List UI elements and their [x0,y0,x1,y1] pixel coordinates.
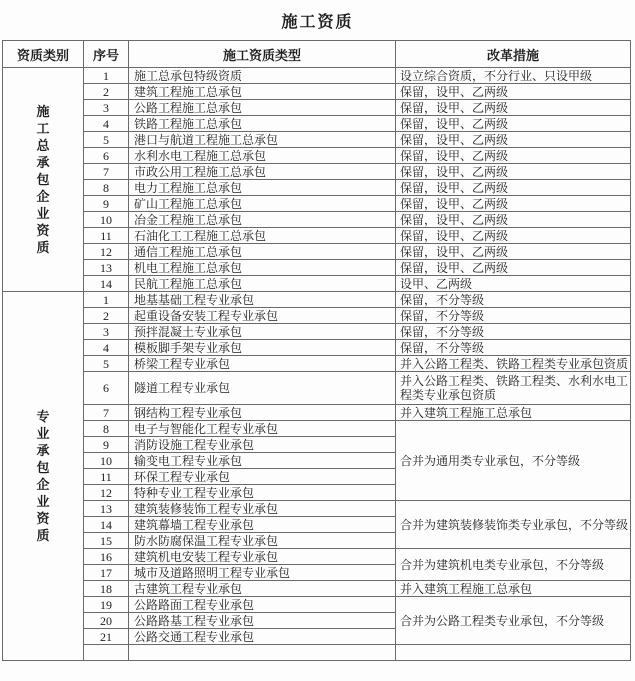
qualification-type-cell: 公路路基工程专业承包 [129,613,396,629]
table-row [3,68,631,84]
row-number-cell [84,645,129,661]
row-number-cell: 4 [84,116,129,132]
row-number-cell: 4 [84,340,129,356]
qualification-type-cell: 公路交通工程专业承包 [129,629,396,645]
category-cell [3,68,84,292]
table-row [3,501,631,517]
row-number-cell: 12 [84,244,129,260]
table-row [3,116,631,132]
qualification-type-cell: 输变电工程专业承包 [129,453,396,469]
table-row [3,212,631,228]
column-header-measure: 改革措施 [396,41,631,68]
row-number-cell: 13 [84,501,129,517]
column-header-type: 施工资质类型 [129,41,396,68]
reform-measure-cell: 合并为建筑机电类专业承包，不分等级 [396,549,631,581]
qualification-type-cell: 特种专业工程专业承包 [129,485,396,501]
table-row [3,405,631,421]
qualification-table [2,40,631,661]
reform-measure-cell: 保留，不分等级 [396,324,631,340]
page-title: 施工资质 [281,13,354,31]
row-number-cell: 3 [84,100,129,116]
table-row [3,372,631,405]
reform-measure-cell: 保留，设甲、乙两级 [396,212,631,228]
row-number-cell: 7 [84,405,129,421]
qualification-type-cell: 建筑机电安装工程专业承包 [129,549,396,565]
reform-measure-cell: 保留，设甲、乙两级 [396,180,631,196]
qualification-type-cell: 冶金工程施工总承包 [129,212,396,228]
qualification-type-cell: 水利水电工程施工总承包 [129,148,396,164]
row-number-cell: 5 [84,132,129,148]
category-label: 专业承包企业资质 [36,409,50,543]
reform-measure-cell: 保留，设甲、乙两级 [396,148,631,164]
column-header-category: 资质类别 [3,41,84,68]
row-number-cell: 2 [84,308,129,324]
reform-measure-cell: 并入公路工程类、铁路工程类专业承包资质 [396,356,631,372]
qualification-type-cell: 建筑工程施工总承包 [129,84,396,100]
qualification-type-cell: 电力工程施工总承包 [129,180,396,196]
row-number-cell: 21 [84,629,129,645]
reform-measure-cell: 保留，设甲、乙两级 [396,164,631,180]
qualification-type-cell: 通信工程施工总承包 [129,244,396,260]
row-number-cell: 11 [84,469,129,485]
table-row [3,421,631,437]
row-number-cell: 15 [84,533,129,549]
table-row [3,292,631,308]
qualification-type-cell: 铁路工程施工总承包 [129,116,396,132]
qualification-type-cell: 起重设备安装工程专业承包 [129,308,396,324]
table-row [3,196,631,212]
reform-measure-cell: 保留，设甲、乙两级 [396,260,631,276]
row-number-cell: 16 [84,549,129,565]
reform-measure-cell: 合并为建筑装修装饰类专业承包，不分等级 [396,501,631,549]
qualification-type-cell: 市政公用工程施工总承包 [129,164,396,180]
qualification-type-cell: 民航工程施工总承包 [129,276,396,292]
reform-measure-cell: 保留，不分等级 [396,308,631,324]
qualification-type-cell: 预拌混凝土专业承包 [129,324,396,340]
row-number-cell: 3 [84,324,129,340]
row-number-cell: 9 [84,437,129,453]
reform-measure-cell: 设立综合资质，不分行业、只设甲级 [396,68,631,84]
reform-measure-cell: 保留，设甲、乙两级 [396,244,631,260]
table-row [3,276,631,292]
table-row [3,549,631,565]
row-number-cell: 19 [84,597,129,613]
reform-measure-cell: 并入建筑工程施工总承包 [396,581,631,597]
qualification-type-cell: 电子与智能化工程专业承包 [129,421,396,437]
row-number-cell: 12 [84,485,129,501]
reform-measure-cell: 保留，设甲、乙两级 [396,116,631,132]
reform-measure-cell: 并入建筑工程施工总承包 [396,405,631,421]
table-row [3,228,631,244]
qualification-type-cell: 建筑幕墙工程专业承包 [129,517,396,533]
row-number-cell: 2 [84,84,129,100]
row-number-cell: 18 [84,581,129,597]
reform-measure-cell [396,645,631,661]
table-row [3,180,631,196]
reform-measure-cell: 设甲、乙两级 [396,276,631,292]
reform-measure-cell: 保留，不分等级 [396,292,631,308]
qualification-type-cell: 矿山工程施工总承包 [129,196,396,212]
row-number-cell: 6 [84,372,129,405]
reform-measure-cell: 并入公路工程类、铁路工程类、水利水电工程类专业承包资质 [396,372,631,405]
reform-measure-cell: 保留，设甲、乙两级 [396,228,631,244]
table-row [3,597,631,613]
row-number-cell: 8 [84,421,129,437]
table-row [3,260,631,276]
table-row [3,244,631,260]
table-row [3,581,631,597]
qualification-type-cell: 消防设施工程专业承包 [129,437,396,453]
reform-measure-cell: 合并为公路工程类专业承包，不分等级 [396,597,631,645]
table-row [3,148,631,164]
qualification-type-cell: 施工总承包特级资质 [129,68,396,84]
header-row [3,41,631,68]
row-number-cell: 17 [84,565,129,581]
table-row [3,356,631,372]
qualification-type-cell: 机电工程施工总承包 [129,260,396,276]
qualification-type-cell: 港口与航道工程施工总承包 [129,132,396,148]
row-number-cell: 11 [84,228,129,244]
qualification-type-cell: 公路工程施工总承包 [129,100,396,116]
qualification-type-cell: 环保工程专业承包 [129,469,396,485]
row-number-cell: 8 [84,180,129,196]
qualification-type-cell: 隧道工程专业承包 [129,372,396,405]
row-number-cell: 13 [84,260,129,276]
qualification-type-cell [129,645,396,661]
table-row [3,132,631,148]
row-number-cell: 14 [84,276,129,292]
table-row [3,100,631,116]
table-row [3,340,631,356]
category-label: 施工总承包企业资质 [36,104,50,255]
qualification-type-cell: 石油化工工程施工总承包 [129,228,396,244]
reform-measure-cell: 保留，设甲、乙两级 [396,100,631,116]
qualification-type-cell: 建筑装修装饰工程专业承包 [129,501,396,517]
qualification-type-cell: 桥梁工程专业承包 [129,356,396,372]
qualification-type-cell: 地基基础工程专业承包 [129,292,396,308]
category-cell [3,292,84,661]
qualification-type-cell: 城市及道路照明工程专业承包 [129,565,396,581]
reform-measure-cell: 保留，设甲、乙两级 [396,84,631,100]
reform-measure-cell: 保留，不分等级 [396,340,631,356]
qualification-type-cell: 古建筑工程专业承包 [129,581,396,597]
table-row [3,308,631,324]
table-row [3,324,631,340]
row-number-cell: 6 [84,148,129,164]
table-row [3,645,631,661]
table-row [3,84,631,100]
qualification-type-cell: 公路路面工程专业承包 [129,597,396,613]
qualification-type-cell: 防水防腐保温工程专业承包 [129,533,396,549]
row-number-cell: 10 [84,212,129,228]
row-number-cell: 1 [84,292,129,308]
row-number-cell: 5 [84,356,129,372]
row-number-cell: 20 [84,613,129,629]
reform-measure-cell: 保留，设甲、乙两级 [396,196,631,212]
reform-measure-cell: 合并为通用类专业承包，不分等级 [396,421,631,501]
column-header-serial: 序号 [84,41,129,68]
table-row [3,164,631,180]
row-number-cell: 14 [84,517,129,533]
reform-measure-cell: 保留，设甲、乙两级 [396,132,631,148]
qualification-type-cell: 钢结构工程专业承包 [129,405,396,421]
qualification-type-cell: 模板脚手架专业承包 [129,340,396,356]
row-number-cell: 10 [84,453,129,469]
row-number-cell: 9 [84,196,129,212]
row-number-cell: 7 [84,164,129,180]
row-number-cell: 1 [84,68,129,84]
